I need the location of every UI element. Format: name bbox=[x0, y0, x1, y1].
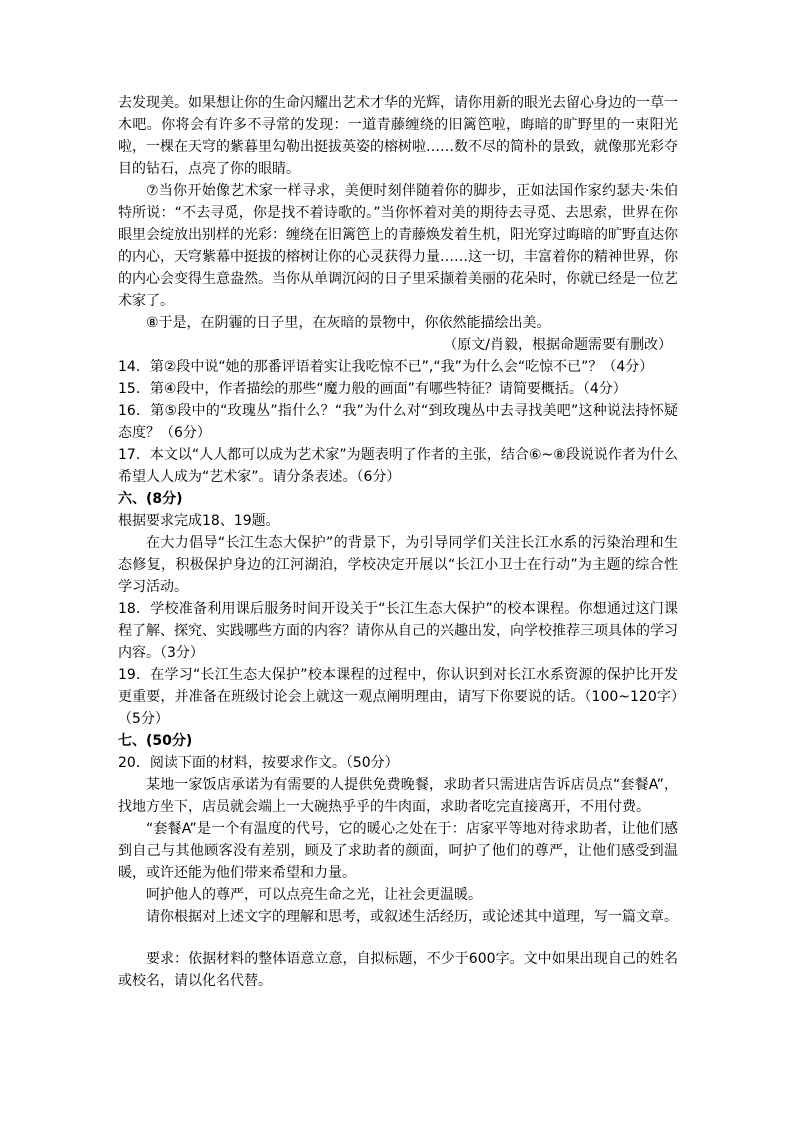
essay-requirements: 要求：依据材料的整体语意立意，自拟标题，不少于600字。文中如果出现自己的姓名或校名，请以化名代替。 bbox=[118, 951, 678, 989]
passage-paragraph-8: ⑧于是，在阴霾的日子里，在灰暗的景物中，你依然能描绘出美。 bbox=[146, 315, 551, 331]
question-20: 20．阅读下面的材料，按要求作文。（50分） bbox=[118, 755, 399, 771]
section-6-heading: 六、(8分) bbox=[118, 491, 183, 507]
question-19: 19．在学习“长江生态大保护”校本课程的过程中，你认识到对长江水系资源的保护比开发更重要，并准备在班级讨论会上就这一观点阐明理由，请写下你要说的话。（100~120字）（5分） bbox=[118, 667, 678, 727]
material-paragraph-1: 某地一家饭店承诺为有需要的人提供免费晚餐，求助者只需进店告诉店员点“套餐A”，找地方坐下，店员就会端上一大碗热乎乎的牛肉面，求助者吃完直接离开，不用付费。 bbox=[118, 777, 678, 815]
material-paragraph-3: 呵护他人的尊严，可以点亮生命之光，让社会更温暖。 bbox=[146, 887, 482, 903]
section-6-instruction: 根据要求完成18、19题。 bbox=[118, 513, 280, 529]
spacer bbox=[118, 928, 678, 948]
material-paragraph-2: “套餐A”是一个有温度的代号，它的暖心之处在于：店家平等地对待求助者，让他们感到自己与其他顾客没有差别，顾及了求助者的颜面，呵护了他们的尊严，让他们感受到温暖，或许还能为他们带来希望和力量。 bbox=[118, 821, 678, 881]
passage-paragraph-7: ⑦当你开始像艺术家一样寻求，美便时刻伴随着你的脚步，正如法国作家约瑟夫·朱伯特所说：“不去寻觅，你是找不着诗歌的。”当你怀着对美的期待去寻觅、去思索，世界在你眼里会绽放出别样的光彩：缠绕在旧篱笆上的青藤焕发着生机，阳光穿过晦暗的旷野直达你的内心，天穹紫幕中挺拔的榕树让你的心灵获得力量……这一切，丰富着你的精神世界，你的内心会变得生意盎然。当你从单调沉闷的日子里采撷着美丽的花朵时，你就已经是一位艺术家了。 bbox=[118, 183, 678, 309]
question-18: 18．学校准备利用课后服务时间开设关于“长江生态大保护”的校本课程。你想通过这门课程了解、探究、实践哪些方面的内容？请你从自己的兴趣出发，向学校推荐三项具体的学习内容。（3分） bbox=[118, 601, 678, 661]
question-16: 16．第⑤段中的“玫瑰丛”指什么？“我”为什么对“到玫瑰丛中去寻找美吧”这种说法持怀疑态度？（6分） bbox=[118, 403, 678, 441]
exam-page bbox=[118, 92, 678, 992]
material-paragraph-4: 请你根据对上述文字的理解和思考，或叙述生活经历，或论述其中道理，写一篇文章。 bbox=[146, 909, 678, 925]
question-17: 17．本文以“人人都可以成为艺术家”为题表明了作者的主张，结合⑥~⑧段说说作者为什么希望人人成为“艺术家”。请分条表述。（6分） bbox=[118, 447, 678, 485]
section-7-heading: 七、(50分) bbox=[118, 733, 193, 749]
passage-source: （原文/肖毅，根据命题需要有删改） bbox=[443, 337, 672, 353]
question-15: 15．第④段中，作者描绘的那些“魔力般的画面”有哪些特征？请简要概括。（4分） bbox=[118, 381, 627, 397]
passage-paragraph-continued: 去发现美。如果想让你的生命闪耀出艺术才华的光辉，请你用新的眼光去留心身边的一草一木吧。你将会有许多不寻常的发现：一道青藤缠绕的旧篱笆啦，晦暗的旷野里的一束阳光啦，一棵在天穹的紫暮里勾勒出挺拔英姿的榕树啦……数不尽的简朴的景致，就像那光彩夺目的钻石，点亮了你的眼睛。 bbox=[118, 95, 678, 177]
question-14: 14．第②段中说“她的那番评语着实让我吃惊不已”,“我”为什么会“吃惊不已”？（4分） bbox=[118, 359, 654, 375]
section-6-background: 在大力倡导“长江生态大保护”的背景下，为引导同学们关注长江水系的污染治理和生态修复，积极保护身边的江河湖泊，学校决定开展以“长江小卫士在行动”为主题的综合性学习活动。 bbox=[118, 535, 678, 595]
